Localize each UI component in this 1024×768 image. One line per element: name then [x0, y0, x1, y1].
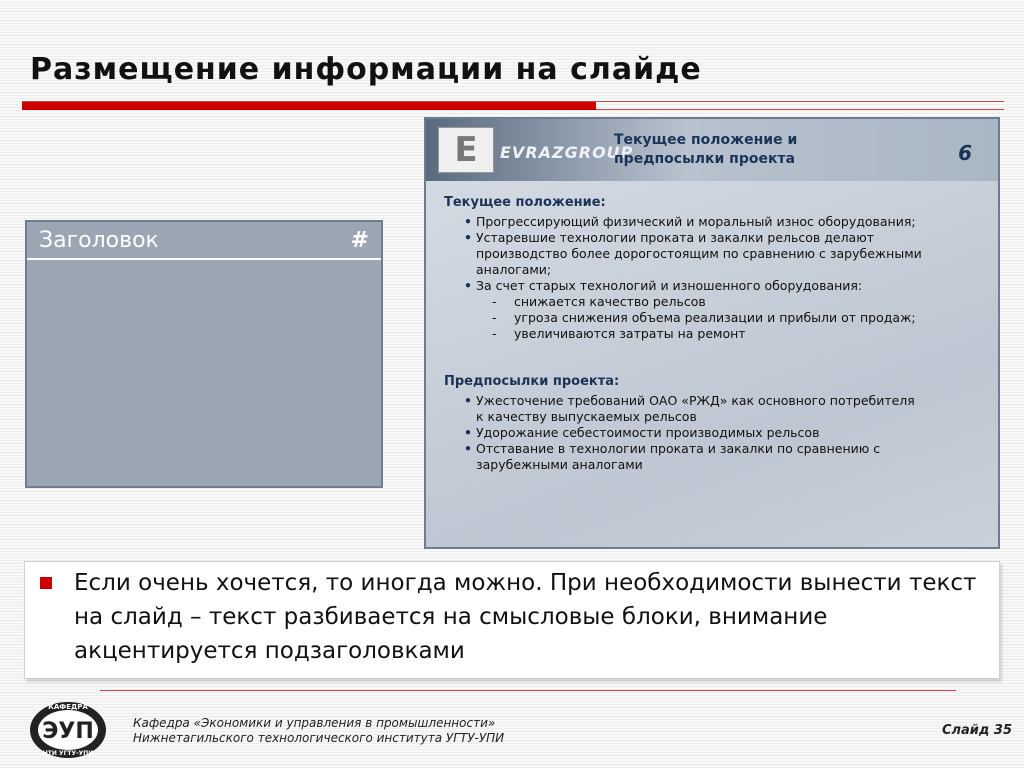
example-header-line-2: предпосылки проекта: [614, 151, 796, 167]
callout-text: Если очень хочется, то иногда можно. При необходимости вынести текст на слайд – текст разбивается на смысловые блоки, внимание акцентируется подзаголовками: [74, 570, 977, 664]
footer-line-2: Нижнетагильского технологического института УГТУ-УПИ: [133, 731, 505, 745]
list-item: • Ужесточение требований ОАО «РЖД» как основного потребителя: [462, 393, 988, 409]
section-current-title: Текущее положение:: [444, 195, 606, 210]
layout-heading-label: Заголовок: [39, 227, 159, 253]
callout-bullet-icon: [40, 577, 52, 589]
slide-number: Слайд 35: [941, 723, 1012, 738]
footer-department-text: [133, 716, 504, 746]
list-item: • Устаревшие технологии проката и закалки рельсов делают: [462, 230, 988, 246]
layout-template-header: [27, 222, 381, 260]
logo-main-text: ЭУП: [42, 719, 94, 744]
list-item: аналогами;: [476, 262, 552, 277]
list-item: - увеличиваются затраты на ремонт: [490, 326, 988, 342]
list-item: • Прогрессирующий физический и моральный износ оборудования;: [462, 214, 988, 230]
title-underline-thin: [22, 101, 1004, 102]
callout-box: [24, 561, 1000, 679]
title-underline-thin-lower: [596, 109, 1004, 110]
section-prerequisites-list: [444, 393, 988, 473]
example-slide-header: [614, 131, 797, 169]
list-item: - снижается качество рельсов: [490, 294, 988, 310]
footer-rule: [100, 690, 956, 691]
department-logo-icon: [28, 700, 108, 760]
title-underline-red: [22, 101, 596, 110]
logo-bottom-text: НТИ УГТУ-УПИ: [42, 750, 94, 757]
layout-template-box: [25, 220, 383, 488]
example-slide-page-number: 6: [958, 141, 972, 165]
evraz-brand-text: EVRAZGROUP: [500, 143, 634, 162]
evraz-logo-icon: [438, 127, 494, 173]
list-item: - угроза снижения объема реализации и прибыли от продаж;: [490, 310, 988, 326]
logo-top-text: КАФЕДРА: [48, 703, 88, 711]
example-slide-image: [424, 117, 1000, 549]
example-header-line-1: Текущее положение и: [614, 132, 798, 148]
footer-line-1: Кафедра «Экономики и управления в промышленности»: [133, 716, 496, 730]
slide-title: Размещение информации на слайде: [30, 52, 702, 87]
evraz-logo-letter: E: [454, 130, 478, 170]
list-item: к качеству выпускаемых рельсов: [476, 409, 697, 424]
layout-number-label: #: [350, 227, 369, 253]
section-current-list: [444, 214, 988, 342]
list-item: • Отставание в технологии проката и закалки по сравнению с: [462, 441, 988, 457]
list-item: • За счет старых технологий и изношенного оборудования:: [462, 278, 988, 294]
section-prerequisites-title: Предпосылки проекта:: [444, 374, 620, 389]
list-item: • Удорожание себестоимости производимых рельсов: [462, 425, 988, 441]
list-item: зарубежными аналогами: [476, 457, 643, 472]
list-item: производство более дорогостоящим по сравнению с зарубежными: [476, 246, 922, 261]
example-slide-body: [444, 195, 988, 473]
